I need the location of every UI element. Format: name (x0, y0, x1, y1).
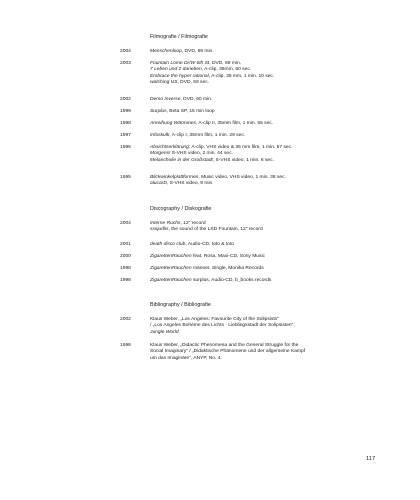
entry-line (150, 49, 405, 55)
entry-details: männer, Single, Monika Records (191, 266, 264, 271)
entry-year: 2002 (120, 97, 131, 102)
entry-text (150, 278, 405, 284)
entry-title: Jungle World (150, 329, 179, 335)
entry-year: 1999 (120, 109, 131, 114)
entry-year: 2004 (120, 49, 131, 54)
entry-title: Demo Inverse (150, 97, 181, 102)
entry-details: , Beta SP, 15 min loop (166, 109, 215, 114)
entry-line (150, 97, 405, 103)
entry-year: 1998 (120, 121, 131, 126)
section-heading: Discography / Diskografie (150, 206, 212, 212)
entry-line (150, 109, 405, 115)
entry-text (150, 175, 405, 188)
entry-year: 1997 (120, 133, 131, 138)
entry-details: , DVD, 59 sec. (177, 80, 209, 86)
entry-details: S-VHS video, 2 min. 44 sec. (170, 151, 233, 157)
entry-details: , DVD, 69 min. (209, 61, 242, 66)
entry-title: sssjudlis (150, 227, 169, 233)
page-number: 117 (366, 456, 376, 462)
entry-year: 1998 (120, 266, 131, 271)
entry-details: surplus, Audio-CD, b_books records (191, 278, 272, 283)
entry-text (150, 343, 405, 362)
entry-line (150, 158, 405, 164)
entry-text (150, 254, 405, 260)
section-heading: Filmografie / Filmografie (150, 34, 208, 40)
entry-line (150, 133, 405, 139)
entry-text (150, 317, 405, 336)
entry-title: Fountain Lome Dr/W 6th St (150, 61, 210, 66)
entry-title: Melancholie in der Großstadt (150, 157, 213, 163)
entry-text (150, 133, 405, 139)
entry-line (150, 356, 405, 362)
entry-year: 2003 (120, 61, 131, 66)
entry-title: Embrace the hyper rational (150, 73, 209, 79)
entry-details: Klaus Weber, „Didactic Phenomena and the General Struggle for the (150, 343, 299, 348)
entry-title: ZigarettenRauchen (150, 266, 192, 271)
entry-details: , A-clip, 35 mm, 1 min. 10 sec. (208, 73, 275, 79)
entry-title: Interne Ruchs (150, 221, 181, 226)
entry-details: , A-clip, 35mm, 60 sec. (201, 67, 252, 73)
entry-line (150, 227, 405, 233)
entry-line (150, 80, 405, 86)
entry-text (150, 49, 405, 55)
entry-details: , Audio-CD, toto & toto (185, 242, 235, 247)
entry-line (150, 330, 405, 336)
entry-line (150, 121, 405, 127)
entry-title: 7 Leben und 2 daneben (150, 67, 202, 73)
entry-title: death disco club (150, 242, 186, 247)
entry-year: 1996 (120, 145, 131, 150)
entry-details: / „Los Angeles Bohème des Lichts · Lieblingsstadt der Solipsisten", (150, 323, 295, 329)
entry-details: , DVD, 60 min. (180, 97, 213, 102)
entry-line (150, 278, 405, 284)
entry-title: alucarD (150, 181, 167, 187)
entry-details: , the sound of the LSD Fountain, 12" record (168, 227, 263, 233)
entry-details: , DVD, 69 min. (181, 49, 214, 54)
entry-title: Morgens! (150, 151, 171, 157)
entry-text (150, 97, 405, 103)
entry-details: um das Imaginäre", ANYP, No. 4. (150, 355, 222, 361)
entry-line (150, 254, 405, 260)
entry-text (150, 145, 405, 164)
entry-details: feat. Rosa, Maxi-CD, Sony Music (191, 254, 265, 259)
entry-year: 1998 (120, 343, 131, 348)
entry-title: ZigarettenRauchen (150, 278, 192, 283)
entry-line (150, 266, 405, 272)
entry-details: , S-VHS video, 1 min. 6 sec. (212, 157, 274, 163)
entry-title: Anreihung Wärmmes (150, 121, 196, 126)
entry-title: ZigarettenRauchen (150, 254, 192, 259)
entry-details: , A-clip II, 35mm film, 1 min. 55 sec. (195, 121, 274, 126)
entry-details: Social Imaginary" / „Didaktische Phänomene und der allgemeine Kampf (150, 349, 306, 355)
entry-text (150, 221, 405, 234)
entry-details: , 12" record (180, 221, 206, 226)
entry-details: : A-clip, VHS video & 35 mm film, 1 min. 57 sec. (188, 145, 293, 150)
entry-text (150, 109, 405, 115)
entry-details: , Music video, VHS video, 1 min. 38 sec. (198, 175, 286, 180)
entry-year: 2004 (120, 221, 131, 226)
entry-year: 2002 (120, 317, 131, 322)
entry-title: Surplus (150, 109, 167, 114)
entry-line (150, 181, 405, 187)
entry-details: Klaus Weber, „Los Angeles: Favourite City of the Solipsists" (150, 317, 279, 322)
entry-text (150, 61, 405, 87)
entry-text (150, 242, 405, 248)
entry-year: 2000 (120, 254, 131, 259)
entry-line (150, 242, 405, 248)
entry-title: watching US (150, 80, 178, 86)
entry-title: Infoskulk (150, 133, 170, 138)
entry-text (150, 121, 405, 127)
entry-text (150, 266, 405, 272)
section-heading: Bibliography / Bibliografie (150, 302, 211, 308)
entry-title: Menschenloop (150, 49, 182, 54)
entry-details: , S-VHS video, 9 min (166, 181, 213, 187)
entry-year: 1998 (120, 278, 131, 283)
entry-title: Absichtserklärung (150, 145, 189, 150)
entry-title: Blickwinkelplattformen (150, 175, 199, 180)
entry-year: 1995 (120, 175, 131, 180)
entry-year: 2001 (120, 242, 131, 247)
entry-details: , A-clip I, 35mm film, 1 min. 29 sec. (169, 133, 246, 138)
